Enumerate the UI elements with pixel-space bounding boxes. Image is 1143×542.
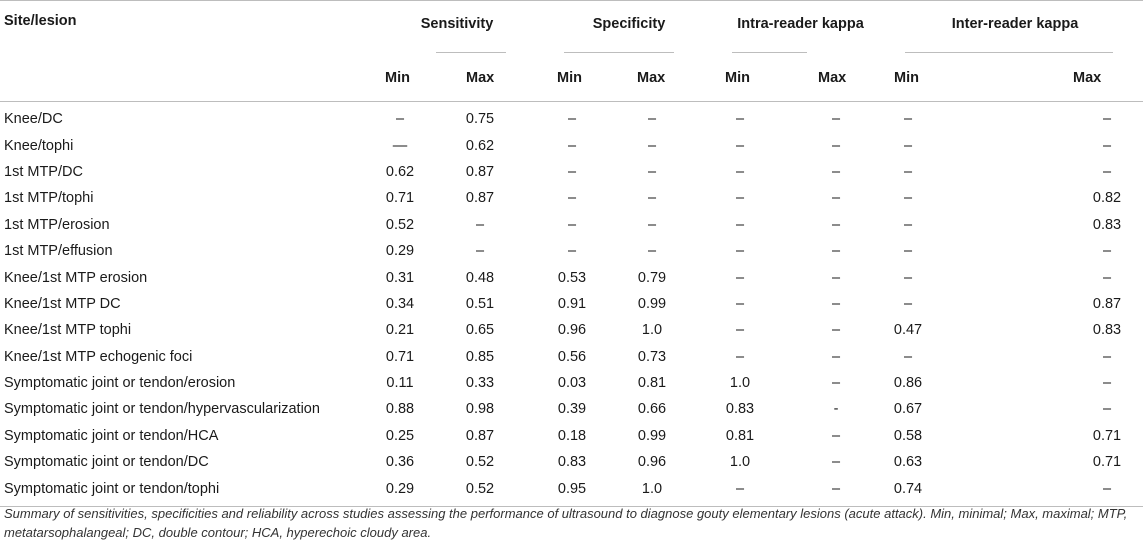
value-text: – bbox=[647, 111, 657, 128]
value-cell bbox=[799, 396, 887, 422]
value-cell bbox=[460, 317, 544, 343]
site-lesion-cell: Symptomatic joint or tendon/DC bbox=[4, 454, 209, 471]
value-cell bbox=[967, 159, 1143, 185]
site-lesion-cell: Knee/DC bbox=[4, 111, 63, 128]
value-text: 0.34 bbox=[385, 295, 415, 312]
value-cell bbox=[544, 423, 634, 449]
value-text: – bbox=[903, 137, 913, 154]
value-text: 0.33 bbox=[465, 375, 495, 392]
specificity-min-header: Min bbox=[544, 55, 634, 102]
value-text: 0.52 bbox=[385, 216, 415, 233]
value-text: 0.82 bbox=[1092, 190, 1122, 207]
value-text: 0.83 bbox=[557, 454, 587, 471]
value-cell bbox=[799, 159, 887, 185]
value-cell bbox=[370, 132, 460, 158]
value-cell bbox=[634, 370, 714, 396]
site-lesion-cell: Knee/1st MTP echogenic foci bbox=[4, 348, 193, 365]
value-cell bbox=[370, 396, 460, 422]
table-row bbox=[0, 370, 1143, 396]
value-cell bbox=[887, 291, 967, 317]
value-text: – bbox=[831, 243, 841, 260]
intra-kappa-max-header: Max bbox=[799, 55, 887, 102]
value-text: – bbox=[903, 190, 913, 207]
value-cell bbox=[544, 344, 634, 370]
value-text: 0.67 bbox=[893, 401, 923, 418]
specificity-header-label: Specificity bbox=[592, 16, 666, 32]
value-cell bbox=[460, 102, 544, 133]
value-cell bbox=[370, 475, 460, 506]
value-cell bbox=[887, 212, 967, 238]
site-lesion-header: Site/lesion bbox=[0, 1, 370, 56]
inter-reader-kappa-header bbox=[887, 1, 1143, 56]
value-text: 0.65 bbox=[465, 322, 495, 339]
value-cell bbox=[634, 102, 714, 133]
value-cell bbox=[370, 370, 460, 396]
value-cell bbox=[460, 264, 544, 290]
value-text: – bbox=[395, 111, 405, 128]
value-text: – bbox=[735, 269, 745, 286]
value-cell bbox=[714, 449, 799, 475]
table-row bbox=[0, 132, 1143, 158]
specificity-header bbox=[544, 1, 714, 56]
value-text: – bbox=[1102, 480, 1112, 497]
value-text: 0.29 bbox=[385, 243, 415, 260]
value-cell bbox=[799, 449, 887, 475]
value-text: – bbox=[1102, 401, 1112, 418]
value-text: 0.62 bbox=[385, 163, 415, 180]
value-cell bbox=[634, 396, 714, 422]
value-cell bbox=[714, 102, 799, 133]
value-cell bbox=[544, 212, 634, 238]
value-cell bbox=[460, 370, 544, 396]
table-row bbox=[0, 317, 1143, 343]
value-cell bbox=[967, 370, 1143, 396]
value-cell bbox=[544, 132, 634, 158]
value-cell bbox=[967, 449, 1143, 475]
value-cell bbox=[370, 344, 460, 370]
value-text: – bbox=[567, 163, 577, 180]
value-text: 0.96 bbox=[557, 322, 587, 339]
value-cell bbox=[887, 238, 967, 264]
value-cell bbox=[799, 423, 887, 449]
value-text: 0.95 bbox=[557, 480, 587, 497]
value-text: – bbox=[903, 269, 913, 286]
value-text: 0.71 bbox=[385, 190, 415, 207]
site-lesion-cell: Knee/1st MTP tophi bbox=[4, 322, 132, 339]
specificity-max-header: Max bbox=[634, 55, 714, 102]
value-cell bbox=[544, 370, 634, 396]
value-text: 0.39 bbox=[557, 401, 587, 418]
value-text: 0.52 bbox=[465, 480, 495, 497]
value-text: 0.56 bbox=[557, 348, 587, 365]
value-text: 0.36 bbox=[385, 454, 415, 471]
value-text: 0.87 bbox=[465, 427, 495, 444]
value-cell bbox=[887, 132, 967, 158]
value-cell bbox=[799, 212, 887, 238]
value-cell bbox=[544, 102, 634, 133]
value-text: 1.0 bbox=[729, 375, 751, 392]
table-row bbox=[0, 291, 1143, 317]
value-cell bbox=[634, 449, 714, 475]
table-row bbox=[0, 344, 1143, 370]
table-row bbox=[0, 185, 1143, 211]
table-row bbox=[0, 212, 1143, 238]
value-cell bbox=[887, 159, 967, 185]
value-text: – bbox=[735, 295, 745, 312]
value-text: – bbox=[647, 137, 657, 154]
value-text: — bbox=[392, 137, 408, 154]
value-cell bbox=[887, 396, 967, 422]
value-text: – bbox=[831, 480, 841, 497]
value-text: – bbox=[903, 111, 913, 128]
value-cell bbox=[887, 102, 967, 133]
value-text: 0.83 bbox=[725, 401, 755, 418]
site-lesion-cell: Symptomatic joint or tendon/erosion bbox=[4, 375, 236, 392]
value-text: – bbox=[903, 348, 913, 365]
value-text: 0.18 bbox=[557, 427, 587, 444]
inter-kappa-max-header: Max bbox=[967, 55, 1143, 102]
value-text: 1.0 bbox=[641, 480, 663, 497]
value-text: 0.87 bbox=[1092, 295, 1122, 312]
value-text: 0.98 bbox=[465, 401, 495, 418]
value-cell bbox=[714, 396, 799, 422]
value-cell bbox=[460, 344, 544, 370]
site-lesion-cell: Symptomatic joint or tendon/HCA bbox=[4, 427, 219, 444]
value-text: – bbox=[567, 243, 577, 260]
value-text: 0.73 bbox=[637, 348, 667, 365]
value-cell bbox=[967, 102, 1143, 133]
value-text: – bbox=[1102, 348, 1112, 365]
value-cell bbox=[460, 238, 544, 264]
value-cell bbox=[799, 370, 887, 396]
value-text: – bbox=[831, 295, 841, 312]
value-cell bbox=[544, 185, 634, 211]
value-cell bbox=[460, 396, 544, 422]
value-text: 0.58 bbox=[893, 427, 923, 444]
value-text: 0.53 bbox=[557, 269, 587, 286]
value-cell bbox=[714, 238, 799, 264]
value-text: – bbox=[831, 137, 841, 154]
value-text: – bbox=[567, 216, 577, 233]
value-cell bbox=[799, 102, 887, 133]
header-group-row bbox=[0, 1, 1143, 56]
value-cell bbox=[799, 264, 887, 290]
value-cell bbox=[714, 423, 799, 449]
site-lesion-cell: Knee/1st MTP erosion bbox=[4, 269, 148, 286]
value-cell bbox=[714, 159, 799, 185]
value-text: 0.81 bbox=[725, 427, 755, 444]
value-cell bbox=[634, 264, 714, 290]
value-cell bbox=[370, 423, 460, 449]
value-text: 0.48 bbox=[465, 269, 495, 286]
value-cell bbox=[967, 132, 1143, 158]
value-cell bbox=[544, 449, 634, 475]
value-text: – bbox=[1102, 137, 1112, 154]
value-cell bbox=[714, 317, 799, 343]
value-cell bbox=[887, 185, 967, 211]
value-cell bbox=[634, 212, 714, 238]
value-cell bbox=[634, 132, 714, 158]
value-text: 0.83 bbox=[1092, 216, 1122, 233]
value-cell bbox=[634, 159, 714, 185]
value-text: – bbox=[475, 216, 485, 233]
value-cell bbox=[967, 238, 1143, 264]
value-cell bbox=[370, 102, 460, 133]
intra-reader-kappa-header-label: Intra-reader kappa bbox=[737, 16, 864, 32]
value-cell bbox=[370, 291, 460, 317]
value-text: – bbox=[735, 216, 745, 233]
value-text: 0.85 bbox=[465, 348, 495, 365]
value-text: 0.79 bbox=[637, 269, 667, 286]
value-cell bbox=[967, 185, 1143, 211]
value-cell bbox=[544, 317, 634, 343]
value-cell bbox=[370, 212, 460, 238]
value-cell bbox=[370, 449, 460, 475]
value-cell bbox=[460, 185, 544, 211]
inter-kappa-min-header: Min bbox=[887, 55, 967, 102]
value-cell bbox=[714, 291, 799, 317]
value-cell bbox=[460, 449, 544, 475]
value-text: 0.87 bbox=[465, 163, 495, 180]
value-text: 0.25 bbox=[385, 427, 415, 444]
value-text: 0.99 bbox=[637, 295, 667, 312]
value-cell bbox=[634, 291, 714, 317]
value-cell bbox=[634, 238, 714, 264]
value-text: 0.71 bbox=[1092, 454, 1122, 471]
value-cell bbox=[460, 475, 544, 506]
value-text: – bbox=[735, 480, 745, 497]
value-cell bbox=[887, 449, 967, 475]
table-header bbox=[0, 1, 1143, 102]
value-cell bbox=[799, 238, 887, 264]
value-text: – bbox=[735, 137, 745, 154]
value-text: 0.91 bbox=[557, 295, 587, 312]
value-text: – bbox=[647, 216, 657, 233]
value-text: 0.71 bbox=[385, 348, 415, 365]
value-cell bbox=[634, 423, 714, 449]
value-cell bbox=[887, 370, 967, 396]
value-text: 0.21 bbox=[385, 322, 415, 339]
value-text: – bbox=[1102, 163, 1112, 180]
value-cell bbox=[370, 264, 460, 290]
intra-kappa-min-header: Min bbox=[714, 55, 799, 102]
value-cell bbox=[634, 317, 714, 343]
site-lesion-cell: 1st MTP/DC bbox=[4, 163, 83, 180]
value-text: – bbox=[567, 111, 577, 128]
value-text: – bbox=[735, 190, 745, 207]
value-cell bbox=[967, 212, 1143, 238]
value-text: 0.99 bbox=[637, 427, 667, 444]
value-cell bbox=[887, 423, 967, 449]
value-cell bbox=[799, 344, 887, 370]
table-row bbox=[0, 159, 1143, 185]
value-text: – bbox=[1102, 269, 1112, 286]
value-text: – bbox=[903, 216, 913, 233]
value-text: – bbox=[567, 190, 577, 207]
value-cell bbox=[370, 185, 460, 211]
value-text: - bbox=[833, 401, 839, 418]
sensitivity-header-label: Sensitivity bbox=[420, 16, 494, 32]
value-text: 0.88 bbox=[385, 401, 415, 418]
header-blank bbox=[0, 55, 370, 102]
value-text: 0.52 bbox=[465, 454, 495, 471]
value-cell bbox=[799, 317, 887, 343]
value-text: – bbox=[831, 348, 841, 365]
value-text: – bbox=[831, 190, 841, 207]
value-text: – bbox=[735, 111, 745, 128]
value-text: – bbox=[903, 243, 913, 260]
value-text: 0.63 bbox=[893, 454, 923, 471]
value-cell bbox=[544, 238, 634, 264]
table-row bbox=[0, 423, 1143, 449]
value-text: 0.66 bbox=[637, 401, 667, 418]
value-cell bbox=[714, 344, 799, 370]
value-cell bbox=[967, 396, 1143, 422]
value-text: – bbox=[831, 375, 841, 392]
value-text: – bbox=[831, 269, 841, 286]
value-cell bbox=[714, 212, 799, 238]
value-cell bbox=[967, 291, 1143, 317]
value-text: 0.86 bbox=[893, 375, 923, 392]
value-text: 0.74 bbox=[893, 480, 923, 497]
value-cell bbox=[967, 344, 1143, 370]
value-cell bbox=[460, 291, 544, 317]
value-cell bbox=[887, 344, 967, 370]
value-text: – bbox=[831, 216, 841, 233]
value-text: 0.81 bbox=[637, 375, 667, 392]
value-text: – bbox=[475, 243, 485, 260]
value-cell bbox=[370, 317, 460, 343]
value-text: – bbox=[735, 243, 745, 260]
value-text: 0.29 bbox=[385, 480, 415, 497]
value-text: 0.83 bbox=[1092, 322, 1122, 339]
value-cell bbox=[460, 159, 544, 185]
table-row bbox=[0, 102, 1143, 133]
value-cell bbox=[799, 291, 887, 317]
value-cell bbox=[634, 344, 714, 370]
site-lesion-cell: 1st MTP/erosion bbox=[4, 216, 110, 233]
value-text: – bbox=[831, 454, 841, 471]
value-cell bbox=[544, 475, 634, 506]
value-cell bbox=[370, 159, 460, 185]
value-text: 0.31 bbox=[385, 269, 415, 286]
table-caption: Summary of sensitivities, specificities and reliability across studies assessing the performance of ultrasound to diagnose gouty elementary lesions (acute attack). Min, minimal; Max, maximal; MTP, metatarsophalangeal; DC, double contour; HCA, hyperechoic cloudy area. bbox=[4, 506, 1128, 540]
value-text: 0.47 bbox=[893, 322, 923, 339]
site-lesion-cell: Knee/1st MTP DC bbox=[4, 295, 121, 312]
value-text: – bbox=[831, 322, 841, 339]
value-cell bbox=[544, 264, 634, 290]
value-cell bbox=[967, 317, 1143, 343]
value-cell bbox=[634, 185, 714, 211]
value-cell bbox=[887, 264, 967, 290]
value-cell bbox=[967, 264, 1143, 290]
site-lesion-cell: Symptomatic joint or tendon/hypervascularization bbox=[4, 401, 320, 418]
value-cell bbox=[799, 132, 887, 158]
site-lesion-cell: 1st MTP/effusion bbox=[4, 243, 113, 260]
value-cell bbox=[460, 423, 544, 449]
value-text: 1.0 bbox=[641, 322, 663, 339]
value-text: – bbox=[831, 111, 841, 128]
value-cell bbox=[967, 423, 1143, 449]
value-cell bbox=[544, 291, 634, 317]
value-text: 0.75 bbox=[465, 111, 495, 128]
value-text: – bbox=[647, 243, 657, 260]
value-text: 0.03 bbox=[557, 375, 587, 392]
site-lesion-cell: 1st MTP/tophi bbox=[4, 190, 94, 207]
table-row bbox=[0, 264, 1143, 290]
sensitivity-max-header: Max bbox=[460, 55, 544, 102]
inter-reader-kappa-header-label: Inter-reader kappa bbox=[951, 16, 1079, 32]
value-cell bbox=[544, 159, 634, 185]
value-text: – bbox=[735, 348, 745, 365]
value-cell bbox=[714, 132, 799, 158]
value-cell bbox=[370, 238, 460, 264]
sensitivity-header bbox=[370, 1, 544, 56]
value-cell bbox=[714, 370, 799, 396]
site-lesion-cell: Knee/tophi bbox=[4, 137, 74, 154]
value-text: 1.0 bbox=[729, 454, 751, 471]
value-cell bbox=[634, 475, 714, 506]
header-sub-row bbox=[0, 55, 1143, 102]
value-text: 0.62 bbox=[465, 137, 495, 154]
value-cell bbox=[460, 132, 544, 158]
value-cell bbox=[799, 185, 887, 211]
value-text: – bbox=[1102, 375, 1112, 392]
value-cell bbox=[714, 475, 799, 506]
value-text: – bbox=[1102, 243, 1112, 260]
table-row bbox=[0, 238, 1143, 264]
value-cell bbox=[887, 317, 967, 343]
value-cell bbox=[714, 185, 799, 211]
value-text: – bbox=[903, 295, 913, 312]
value-text: 0.96 bbox=[637, 454, 667, 471]
table-row bbox=[0, 449, 1143, 475]
value-text: – bbox=[903, 163, 913, 180]
sensitivity-min-header: Min bbox=[370, 55, 460, 102]
value-text: 0.87 bbox=[465, 190, 495, 207]
value-text: 0.51 bbox=[465, 295, 495, 312]
value-cell bbox=[460, 212, 544, 238]
table-body bbox=[0, 102, 1143, 507]
value-cell bbox=[544, 396, 634, 422]
value-text: – bbox=[735, 163, 745, 180]
value-cell bbox=[799, 475, 887, 506]
value-cell bbox=[967, 475, 1143, 506]
value-cell bbox=[714, 264, 799, 290]
value-text: – bbox=[831, 427, 841, 444]
table-row bbox=[0, 396, 1143, 422]
value-text: – bbox=[647, 163, 657, 180]
intra-reader-kappa-header bbox=[714, 1, 887, 56]
value-text: 0.11 bbox=[386, 375, 414, 392]
value-text: – bbox=[647, 190, 657, 207]
value-text: – bbox=[831, 163, 841, 180]
value-text: 0.71 bbox=[1092, 427, 1122, 444]
table-row bbox=[0, 475, 1143, 506]
value-text: – bbox=[567, 137, 577, 154]
value-text: – bbox=[1102, 111, 1112, 128]
site-lesion-cell: Symptomatic joint or tendon/tophi bbox=[0, 475, 370, 506]
value-text: – bbox=[735, 322, 745, 339]
value-cell bbox=[887, 475, 967, 506]
